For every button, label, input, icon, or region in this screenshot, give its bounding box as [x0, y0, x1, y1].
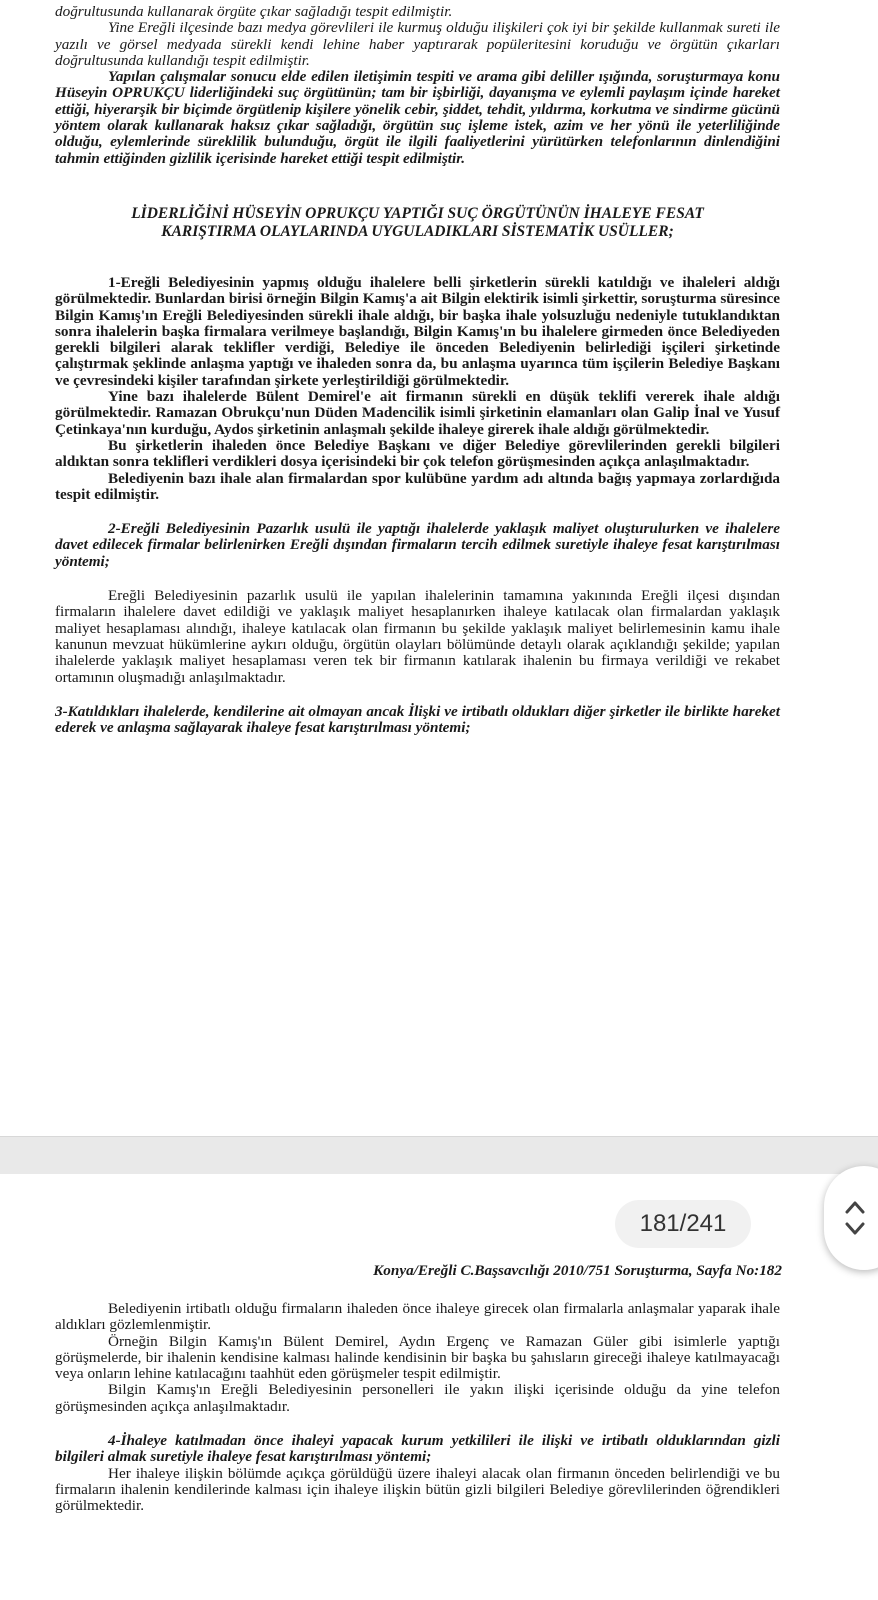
page-182-text [55, 1301, 780, 1515]
item-title: 3-Katıldıkları ihalelerde, kendilerine ait olmayan ancak İlişki ve irtibatlı oldukları diğer şirketler ile birlikte hareket ederek ve anlaşma sağlayarak ihaleye fesat karıştırılması yöntemi; [55, 702, 780, 737]
paragraph: 1-Ereğli Belediyesinin yapmış olduğu ihalelere belli şirketlerin sürekli katıldığı ve ihaleleri aldığı görülmektedir. Bunlardan birisi örneğin Bilgin Kamış'a ait Bilgin elektirik isimli şirkettir, soruşturma süresince Bilgin Kamış'ın Ereğli Belediyesinden sürekli ihale aldığı, bir başka ihale yolsuzluğu nedeniyle tutuklandıktan sonra ihalelerin başka firmalara verilmeye başlandığı, Bilgin Kamış'ın bu ihalelere girmeden önce Belediyeden gerekli bilgileri alarak teklifler verdiği, Belediye ile önceden Belediyenin belirlediği işçileri şirketinde çalıştırmak şeklinde anlaşma yaptığı ve ihaleden sonra da, bu anlaşma uyarınca tüm işçilerin Belediye Başkanı ve çevresindeki kişiler tarafından şirkete yerleştirildiği görülmektedir. [55, 273, 780, 389]
page-181-text [55, 4, 780, 736]
paragraph: Belediyenin bazı ihale alan firmalardan spor kulübüne yardım adı altında bağış yapmaya zorlardığıda tespit edilmiştir. [55, 469, 780, 503]
section-heading [55, 205, 780, 241]
item-title: 2-Ereğli Belediyesinin Pazarlık usulü ile yaptığı ihalelerde yaklaşık maliyet oluşturulurken ve ihalelere davet edilecek firmalar belirlenirken Ereğli dışından firmaların tercih edilmek suretiyle ihaleye fesat karıştırılması yöntemi; [55, 520, 780, 570]
item-title: 4-İhaleye katılmadan önce ihaleyi yapacak kurum yetkilileri ile ilişki ve irtibatlı olduklarından gizli bilgileri almak suretiyle ihaleye fesat karıştırılması yöntemi; [55, 1432, 780, 1466]
page-separator [0, 1136, 878, 1175]
scroll-handle[interactable] [824, 1166, 878, 1270]
section-heading-line: LİDERLİĞİNİ HÜSEYİN OPRUKÇU YAPTIĞI SUÇ ÖRGÜTÜNÜN İHALEYE FESAT [131, 204, 704, 222]
section-heading-line: KARIŞTIRMA OLAYLARINDA UYGULADIKLARI SİSTEMATİK USÜLLER; [161, 222, 674, 240]
paragraph: Bilgin Kamış'ın Ereğli Belediyesinin personelleri ile yakın ilişki içerisinde olduğu da yine telefon görüşmesinden açıkça anlaşılmaktadır. [55, 1381, 780, 1415]
paragraph: Bu şirketlerin ihaleden önce Belediye Başkanı ve diğer Belediye görevlilerinden gerekli bilgileri aldıktan sonra teklifleri verdikleri dosya içerisindeki bir çok telefon görüşmesinden açıkça anlaşılmaktadır. [55, 436, 780, 471]
paragraph: Yine Ereğli ilçesinde bazı medya görevlileri ile kurmuş olduğu ilişkileri çok iyi bir şekilde kullanmak sureti ile yazılı ve görsel medyada sürekli kendi lehine haber yaptırarak popüleritesini koruduğu ve örgütün çıkarları doğrultusunda kullandığı tespit edilmiştir. [55, 19, 780, 69]
paragraph: Her ihaleye ilişkin bölümde açıkça görüldüğü üzere ihaleyi alacak olan firmanın önceden belirlendiği ve bu firmaların ihalenin kendilerinde kalması için ihaleye ilişkin bütün gizli bilgileri Belediye görevlilerinden öğrendikleri görülmektedir. [55, 1464, 780, 1515]
paragraph: Örneğin Bilgin Kamış'ın Bülent Demirel, Aydın Ergenç ve Ramazan Güler gibi isimlerle yaptığı görüşmelerde, bir ihalenin kendisine kalması halinde kendisinin bir başka bu şahısların gireceği ihaleye katılmayacağı veya onların lehine katılacağını taahhüt eden görüşmeler tespit edilmiştir. [55, 1332, 780, 1383]
paragraph: Belediyenin irtibatlı olduğu firmaların ihaleden önce ihaleye girecek olan firmalarla anlaşmalar yaparak ihale aldıkları gözlemlenmiştir. [55, 1300, 780, 1334]
paragraph: Yine bazı ihalelerde Bülent Demirel'e ait firmanın sürekli en düşük teklifi vererek ihale aldığı görülmektedir. Ramazan Obrukçu'nun Düden Madencilik isimli şirketinin elamanları olan Galip İnal ve Yusuf Çetinkaya'nın kurduğu, Aydos şirketinin anlaşmalı şekilde ihaleye girerek ihale aldığı görülmektedir. [55, 388, 780, 438]
paragraph: Yapılan çalışmalar sonucu elde edilen iletişimin tespiti ve arama gibi deliller ışığında, soruşturmaya konu Hüseyin OPRUKÇU liderliğindeki suç örgütünün; tam bir işbirliği, dayanışma ve eylemli paylaşım içinde hareket ettiği, hiyerarşik bir biçimde örgütlenip kişilere yönelik cebir, şiddet, tehdit, yıldırma, korkutma ve sindirme gücünü yöntem olarak kullanarak haksız çıkar sağladığı, örgütün suç işleme istek, azim ve her yönü ile yeterliliğinde olduğu, eylemlerinde süreklilik bulunduğu, örgüt ile ilgili faaliyetlerini yürütürken telefonlarının dinlendiğini tahmin ettiğinden gizlilik içerisinde hareket ettiği tespit edilmiştir. [55, 68, 780, 167]
page-header: Konya/Ereğli C.Başsavcılığı 2010/751 Soruşturma, Sayfa No:182 [373, 1262, 782, 1279]
chevron-up-down-icon [844, 1196, 866, 1240]
page-counter: 181/241 [615, 1200, 751, 1248]
paragraph: doğrultusunda kullanarak örgüte çıkar sağladığı tespit edilmiştir. [55, 3, 453, 20]
paragraph: Ereğli Belediyesinin pazarlık usulü ile yapılan ihalelerinin tamamına yakınında Ereğli ilçesi dışından firmaların ihalelere davet edildiği ve yaklaşık maliyet hesaplanırken ihaleye katılacak olan firmalardan yaklaşık maliyet hesaplaması alındığı, ihaleye katılacak olan firmanın bu şekilde yaklaşık maliyet belirlemesinin kamu ihale kanunun mevzuat hükümlerine aykırı olduğu, örgütün olayları bölümünde detaylı olarak açıklandığı şekilde; yapılan ihalelerde yaklaşık maliyet hesaplaması veren tek bir firmanın katılarak ihalenin bu firmaya verildiği ve rekabet ortamının oluşmadığı anlaşılmaktadır. [55, 587, 780, 686]
